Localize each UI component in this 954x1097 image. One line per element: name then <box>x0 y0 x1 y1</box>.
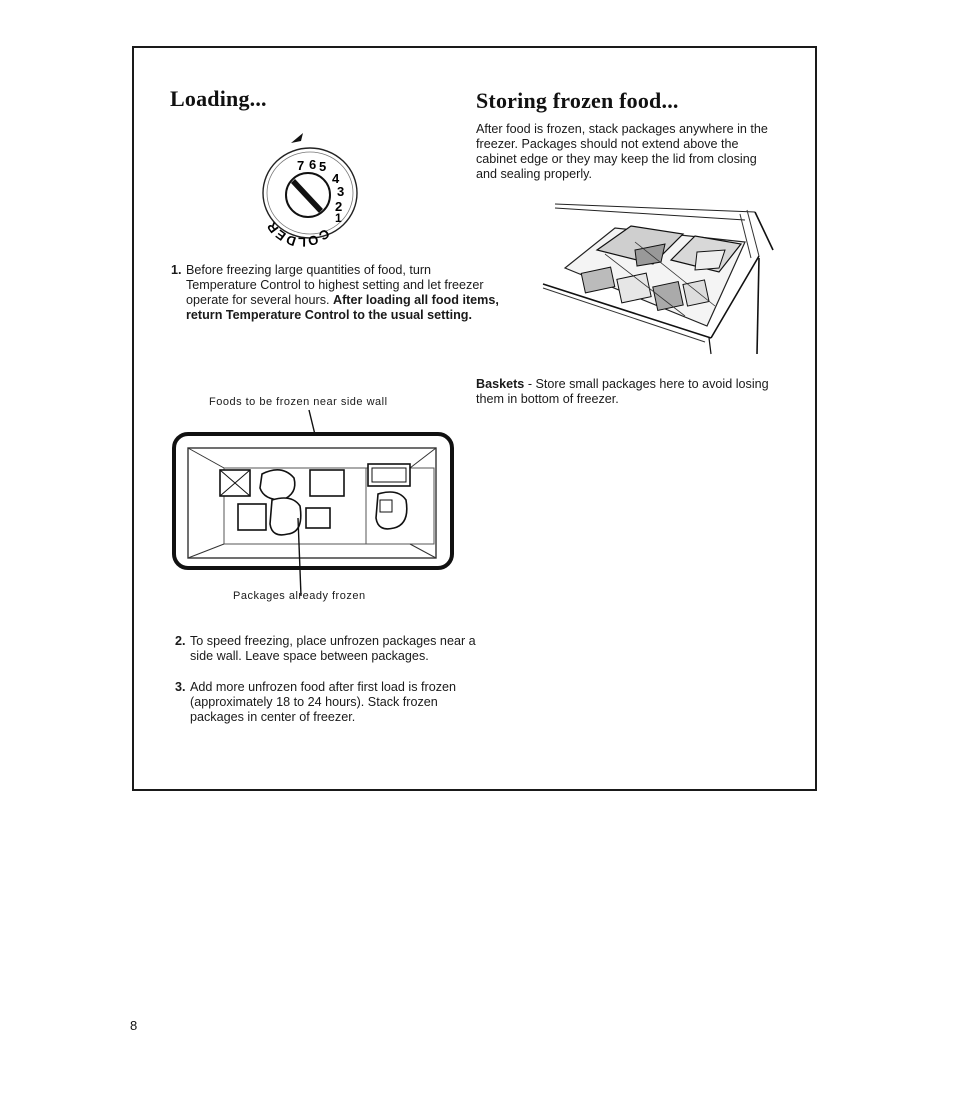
open-freezer-baskets-illustration <box>535 198 785 358</box>
loading-heading: Loading... <box>170 86 267 111</box>
step-1 <box>171 263 499 323</box>
caption-packages-already-frozen: Packages already frozen <box>233 590 366 602</box>
step-3-text: Add more unfrozen food after first load is frozen (approximately 18 to 24 hours). Stack frozen packages in center of freezer. <box>190 680 457 724</box>
baskets-text <box>476 377 776 407</box>
dial-number-1: 1 <box>335 211 342 225</box>
dial-number-4: 4 <box>332 171 340 186</box>
dial-number-6: 6 <box>309 157 317 172</box>
step-2-text: To speed freezing, place unfrozen packages near a side wall. Leave space between packages. <box>190 634 476 663</box>
dial-number-3: 3 <box>337 184 345 199</box>
step-1-bold-text: After loading all food items, return Temperature Control to the usual setting. <box>186 293 499 322</box>
step-1-text: Before freezing large quantities of food, turn Temperature Control to highest setting and let freezer operate for several hours. <box>186 263 484 307</box>
storing-heading: Storing frozen food... <box>476 88 679 113</box>
pointer-arrow-icon <box>291 133 303 143</box>
step-2-number: 2. <box>175 634 186 648</box>
dial-colder-label: COLDER <box>263 218 333 250</box>
page-number: 8 <box>130 1018 138 1033</box>
baskets-description: - Store small packages here to avoid losing them in bottom of freezer. <box>476 377 769 406</box>
baskets-label: Baskets <box>476 377 525 391</box>
step-2 <box>175 634 477 664</box>
temperature-dial-illustration <box>255 125 375 250</box>
storing-text: After food is frozen, stack packages anywhere in the freezer. Packages should not extend above the cabinet edge or they may keep the lid from closing and sealing properly. <box>476 122 768 181</box>
caption-foods-near-wall: Foods to be frozen near side wall <box>209 396 388 408</box>
step-1-number: 1. <box>171 263 182 277</box>
dial-number-2: 2 <box>335 199 343 214</box>
step-3-number: 3. <box>175 680 186 694</box>
freezer-top-view-illustration <box>170 408 460 588</box>
step-3 <box>175 680 477 725</box>
dial-number-7: 7 <box>297 158 305 173</box>
dial-number-5: 5 <box>319 159 327 174</box>
